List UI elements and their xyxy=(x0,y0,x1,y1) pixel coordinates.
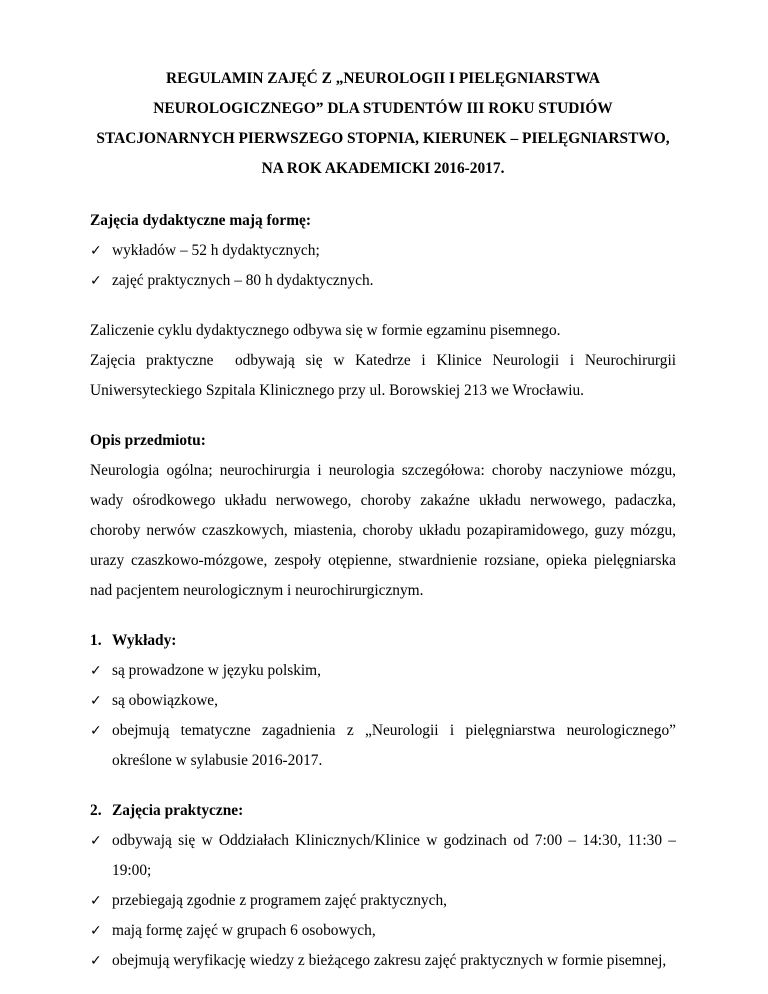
document-page xyxy=(90,64,676,976)
check-icon: ✓ xyxy=(90,723,102,739)
title-line-4: NA ROK AKADEMICKI 2016-2017. xyxy=(261,160,505,177)
section-number: 1. xyxy=(90,632,102,649)
section-title: Zajęcia praktyczne: xyxy=(112,802,244,819)
list-item-text: odbywają się w Oddziałach Klinicznych/Klinice w godzinach od 7:00 – 14:30, 11:30 – 19:00; xyxy=(112,832,676,879)
list-item-text: są obowiązkowe, xyxy=(112,692,218,709)
list-item-text: wykładów – 52 h dydaktycznych; xyxy=(112,242,320,259)
title-line-2: NEUROLOGICZNEGO” DLA STUDENTÓW III ROKU STUDIÓW xyxy=(153,100,613,117)
forms-heading: Zajęcia dydaktyczne mają formę: xyxy=(90,212,311,229)
spacer xyxy=(90,406,676,426)
list-item-text: obejmują weryfikację wiedzy z bieżącego zakresu zajęć praktycznych w formie pisemnej, xyxy=(112,952,667,969)
title-line-1: REGULAMIN ZAJĘĆ Z „NEUROLOGII I PIELĘGNIARSTWA xyxy=(165,70,600,87)
list-item-text: mają formę zajęć w grupach 6 osobowych, xyxy=(112,922,376,939)
list-item xyxy=(90,916,676,946)
forms-list xyxy=(90,236,676,296)
description-heading: Opis przedmiotu: xyxy=(90,432,206,449)
check-icon: ✓ xyxy=(90,693,102,709)
check-icon: ✓ xyxy=(90,833,102,849)
list-item xyxy=(90,886,676,916)
list-item xyxy=(90,716,676,776)
lectures-list xyxy=(90,656,676,776)
list-item xyxy=(90,266,676,296)
check-icon: ✓ xyxy=(90,273,102,289)
document-title xyxy=(90,64,676,184)
location-line-1: Zajęcia praktyczne odbywają się w Katedrze i Klinice Neurologii i Neurochirurgii xyxy=(90,352,676,369)
check-icon: ✓ xyxy=(90,663,102,679)
list-item-text: są prowadzone w języku polskim, xyxy=(112,662,322,679)
description-paragraph: Neurologia ogólna; neurochirurgia i neurologia szczegółowa: choroby naczyniowe mózgu, wady ośrodkowego układu nerwowego, choroby zakaźne układu nerwowego, padaczka, choroby nerwów czaszkowych, miastenia, choroby układu pozapiramidowego, guzy mózgu, urazy czaszkowo-mózgowe, zespoły otępienne, stwardnienie rozsiane, opieka pielęgniarska nad pacjentem neurologicznym i neurochirurgicznym. xyxy=(90,462,676,599)
title-line-3: STACJONARNYCH PIERWSZEGO STOPNIA, KIERUNEK – PIELĘGNIARSTWO, xyxy=(96,130,670,147)
exam-paragraph: Zaliczenie cyklu dydaktycznego odbywa się w formie egzaminu pisemnego. xyxy=(90,322,561,339)
list-item-text: zajęć praktycznych – 80 h dydaktycznych. xyxy=(112,272,374,289)
list-item xyxy=(90,686,676,716)
lectures-heading xyxy=(90,626,676,656)
list-item-text: przebiegają zgodnie z programem zajęć praktycznych, xyxy=(112,892,447,909)
practical-heading xyxy=(90,796,676,826)
check-icon: ✓ xyxy=(90,893,102,909)
list-item xyxy=(90,656,676,686)
list-item-text: obejmują tematyczne zagadnienia z „Neurologii i pielęgniarstwa neurologicznego” określone w sylabusie 2016-2017. xyxy=(112,722,676,769)
check-icon: ✓ xyxy=(90,243,102,259)
spacer xyxy=(90,776,676,796)
spacer xyxy=(90,606,676,626)
location-line-2: Uniwersyteckiego Szpitala Klinicznego przy ul. Borowskiej 213 we Wrocławiu. xyxy=(90,382,585,399)
check-icon: ✓ xyxy=(90,953,102,969)
check-icon: ✓ xyxy=(90,923,102,939)
practical-list xyxy=(90,826,676,976)
spacer xyxy=(90,296,676,316)
list-item xyxy=(90,946,676,976)
list-item xyxy=(90,826,676,886)
section-number: 2. xyxy=(90,802,102,819)
section-title: Wykłady: xyxy=(112,632,177,649)
list-item xyxy=(90,236,676,266)
